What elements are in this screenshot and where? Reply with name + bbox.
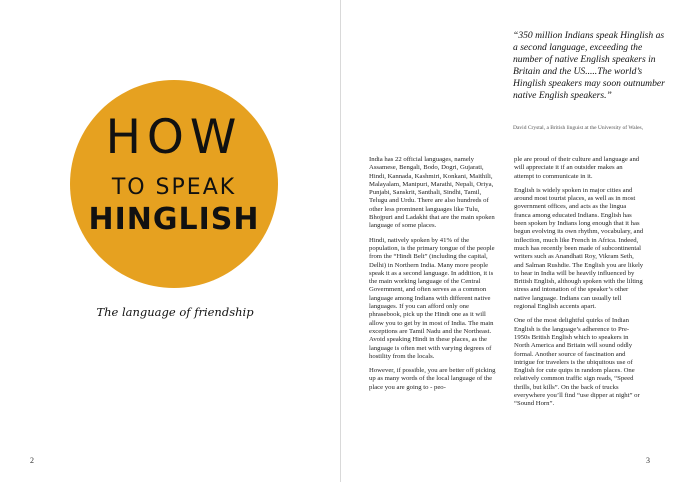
title-line-hinglish: HINGLISH	[88, 202, 260, 237]
title-circle	[70, 80, 278, 288]
paragraph: However, if possible, you are better off picking up as many words of the local language of the place you are going to - peo-	[369, 367, 496, 391]
page-number-left: 2	[30, 456, 34, 465]
title-line-to-speak: TO SPEAK	[111, 175, 237, 200]
paragraph: Hindi, natively spoken by 41% of the population, is the primary tongue of the people from the “Hindi Belt” (including the capital, Delhi) in Northern India. Many more people speak it as a second language. In addition, it is the main working language of the Central Government, and often serves as a common language among Indians with different native languages. If you can afford only one phrasebook, pick up the Hindi one as it will allow you to get by in most of India. The main exceptions are Tamil Nadu and the Northeast. Avoid speaking Hindi in these places, as the language is often met with varying degrees of hostility from the locals.	[369, 236, 495, 360]
quote-credit: David Crystal, a British linguist at the University of Wales,	[513, 125, 644, 131]
paragraph: One of the most delightful quirks of Indian English is the language’s adherence to Pre-1950s British English which to speakers in North America and Britain will sound oddly formal. Another source of fascination and intrigue for travelers is the ubiquitous use of English for cute quips in random places. One relatively common traffic sign reads, “Speed thrills, but kills”. On the back of trucks everywhere you’ll find “use dipper at night” or “Sound Horn”.	[514, 317, 640, 408]
title-line-how: HOW	[105, 110, 243, 165]
paragraph: English is widely spoken in major cities and around most tourist places, as well as in most government offices, and acts as the lingua franca among educated Indians. English has been spoken by Indians long enough that it has begun evolving its own rhythm, vocabulary, and inflection, much like French in Africa. Indeed, much has recently been made of subcontinental writers such as Anandhati Roy, Vikram Seth, and Salman Rushdie. The English you are likely to hear in India will be heavily influenced by British English, although spoken with the lilting stress and intonation of the speaker’s other native language. Indians can usually tell regional English accents apart.	[514, 186, 644, 311]
paragraph: ple are proud of their culture and language and will appreciate it if an outsider makes an attempt to communicate in it.	[514, 156, 640, 180]
text-column-2	[514, 156, 644, 415]
right-page	[341, 0, 680, 482]
page-number-right: 3	[646, 456, 650, 465]
paragraph: India has 22 official languages, namely Assamese, Bengali, Bodo, Dogri, Gujarati, Hindi, Kannada, Kashmiri, Konkani, Maithili, Malayalam, Manipuri, Marathi, Nepali, Oriya, Punjabi, Sanskrit, Santhali, Sindhi, Tamil, Telugu and Urdu. There are also hundreds of other less prominent languages like Tulu, Bhojpuri and Ladakhi that are the main spoken language of some places.	[369, 156, 495, 230]
subtitle: The language of friendship	[96, 305, 254, 319]
pull-quote: “350 million Indians speak Hinglish as a second language, exceeding the number of native English speakers in Britain and the US.....The world’s Hinglish speakers may soon outnumber native English speakers.”	[513, 30, 665, 101]
text-column-1	[369, 156, 499, 398]
